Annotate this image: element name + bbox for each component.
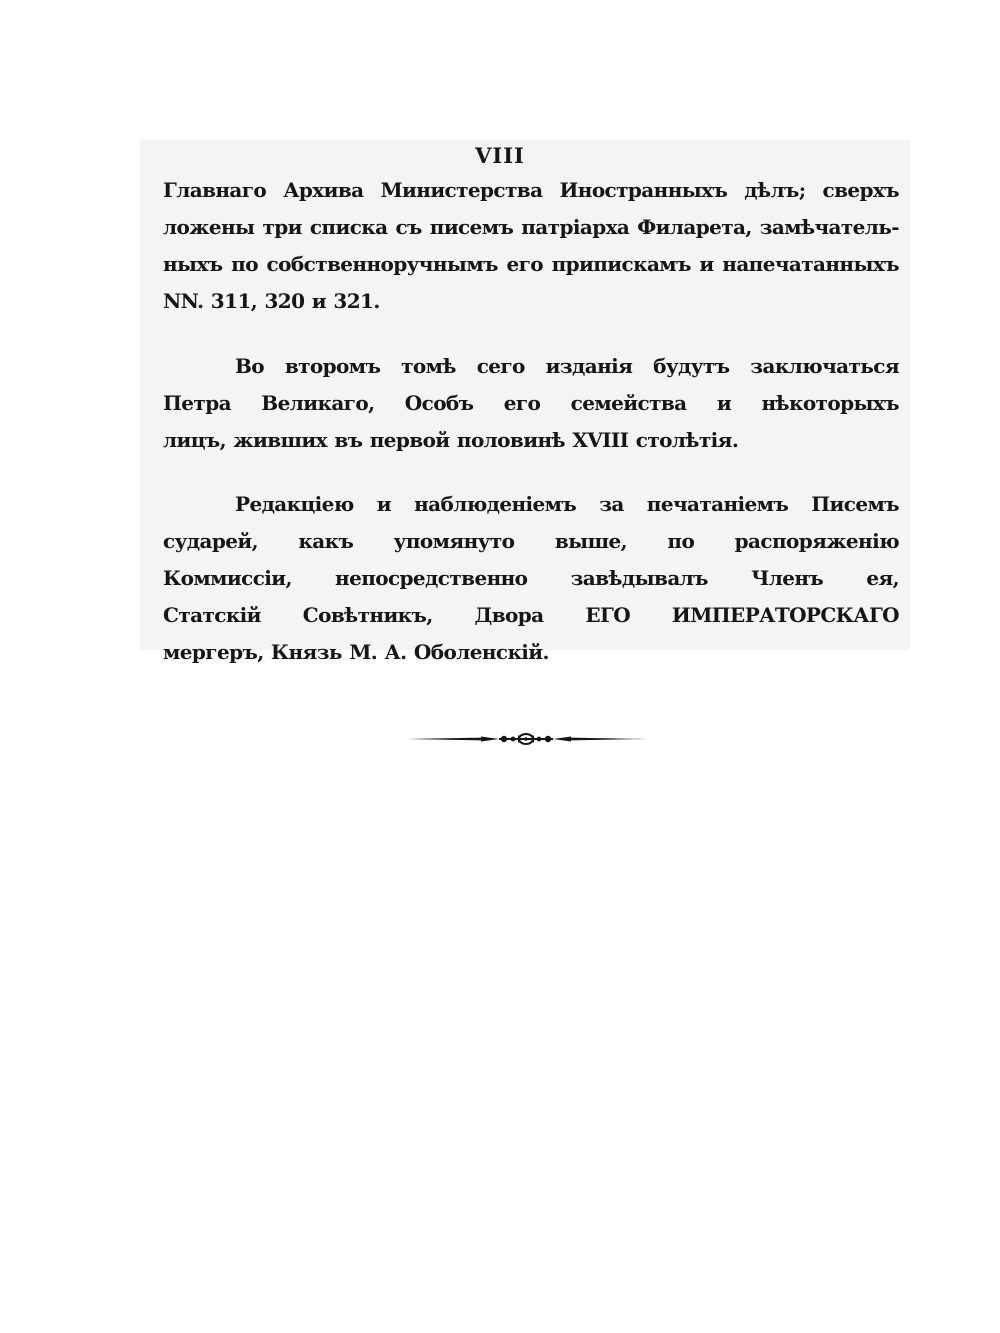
paragraph-line: сударей, какъ упомянуто выше, по распоряженію — [163, 529, 899, 553]
paragraph-line: Редакціею и наблюденіемъ за печатаніемъ Писемъ — [235, 492, 899, 516]
paragraph-line: ложены три списка съ писемъ патріарха Филарета, замѣчатель- — [163, 215, 899, 239]
paragraph-1 — [163, 172, 899, 320]
paragraph-line: NN. 311, 320 и 321. — [163, 289, 380, 313]
paragraph-3 — [163, 486, 899, 671]
paragraph-line: мергеръ, Князь М. А. Оболенскій. — [163, 640, 549, 664]
page-number: VIII — [475, 143, 525, 168]
paragraph-line: Петра Великаго, Особъ его семейства и нѣкоторыхъ — [163, 391, 899, 415]
paragraph-2 — [163, 348, 899, 459]
body-text — [163, 172, 899, 671]
paragraph-line: лицъ, живших въ первой половинѣ XVIII столѣтія. — [163, 428, 739, 452]
paragraph-line: Статскій Совѣтникъ, Двора ЕГО ИМПЕРАТОРСКАГО — [163, 603, 899, 627]
paragraph-spacer — [163, 320, 899, 348]
tailpiece-rule-ornament-icon — [405, 728, 647, 750]
paragraph-line: Главнаго Архива Министерства Иностранныхъ дѣлъ; сверхъ — [163, 178, 899, 202]
paragraph-line: ныхъ по собственноручнымъ его припискамъ и напечатанныхъ — [163, 252, 899, 276]
paragraph-spacer — [163, 459, 899, 486]
paragraph-line: Во второмъ томѣ сего изданія будутъ заключаться — [235, 354, 899, 378]
paragraph-line: Коммиссіи, непосредственно завѣдывалъ Членъ ея, — [163, 566, 899, 590]
